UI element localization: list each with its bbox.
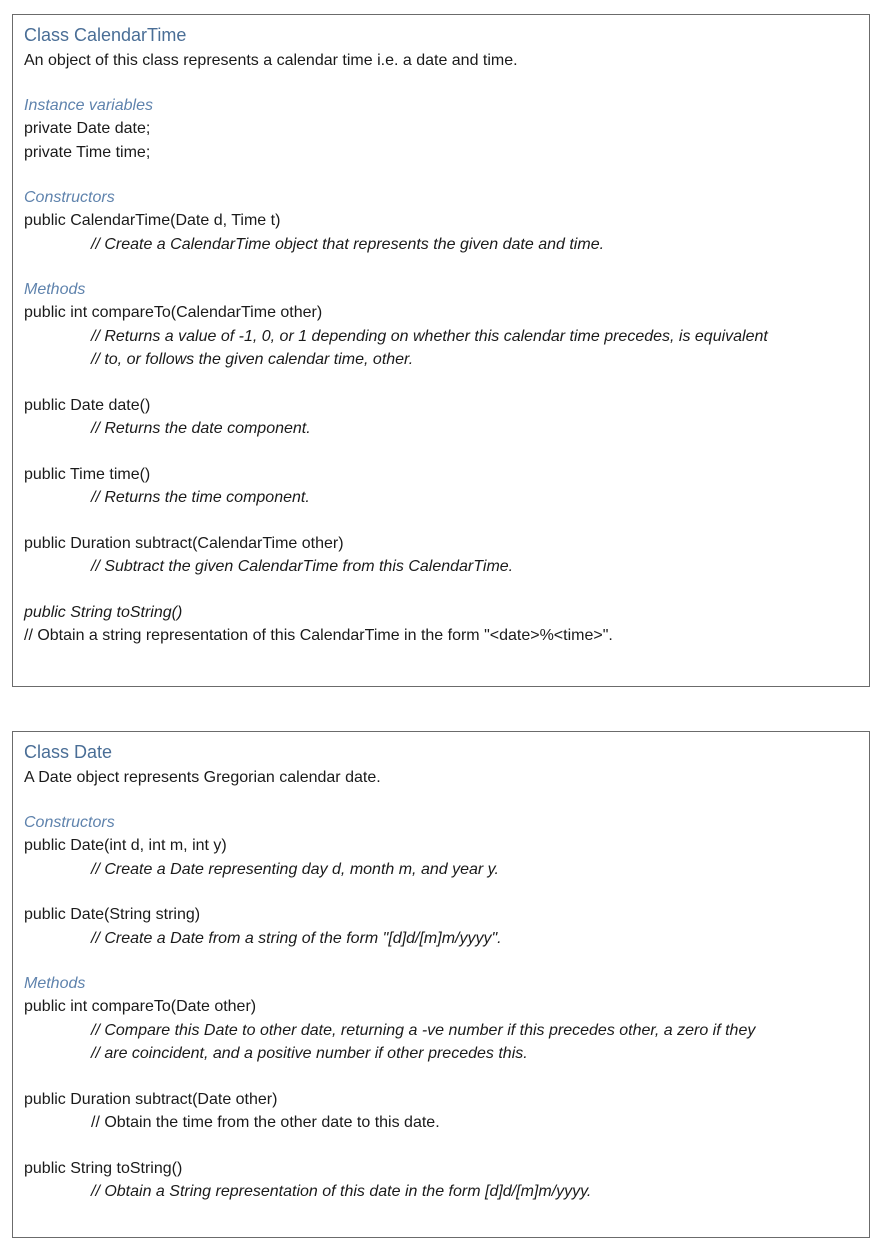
calendartime-constructor-comment: // Create a CalendarTime object that represents the given date and time. (91, 235, 605, 253)
date-method-signature-subtract: public Duration subtract(Date other) (24, 1090, 278, 1108)
instance-variable-time: private Time time; (24, 143, 151, 161)
date-method-comment-tostring: // Obtain a String representation of this date in the form [d]d/[m]m/yyyy. (91, 1183, 592, 1200)
date-constructor-signature-ints: public Date(int d, int m, int y) (24, 837, 227, 854)
date-description: A Date object represents Gregorian calendar date. (24, 769, 381, 786)
calendartime-class-box (12, 14, 870, 687)
date-method-comment-subtract: // Obtain the time from the other date to this date. (91, 1114, 440, 1131)
date-method-signature-tostring: public String toString() (24, 1159, 183, 1177)
date-method-comment-compareto-2: // are coincident, and a positive number if other precedes this. (91, 1045, 528, 1062)
date-class-box (12, 731, 870, 1238)
method-comment-compareto-2: // to, or follows the given calendar time, other. (91, 351, 414, 368)
calendartime-constructor-signature: public CalendarTime(Date d, Time t) (24, 212, 281, 229)
method-signature-date: public Date date() (24, 396, 151, 414)
calendartime-constructors-heading: Constructors (24, 189, 115, 206)
date-constructors-heading: Constructors (24, 814, 115, 831)
method-comment-subtract: // Subtract the given CalendarTime from this CalendarTime. (91, 558, 514, 575)
date-constructor-comment-ints: // Create a Date representing day d, month m, and year y. (91, 860, 499, 878)
calendartime-methods-heading: Methods (24, 281, 86, 298)
date-method-comment-compareto-1: // Compare this Date to other date, returning a -ve number if this precedes other, a zero if they (91, 1021, 756, 1039)
method-signature-tostring: public String toString() (24, 603, 183, 621)
method-comment-time: // Returns the time component. (91, 489, 310, 506)
method-signature-subtract: public Duration subtract(CalendarTime other) (24, 534, 344, 552)
method-signature-time: public Time time() (24, 465, 151, 483)
calendartime-class-title: Class CalendarTime (24, 25, 187, 45)
date-constructor-signature-string: public Date(String string) (24, 906, 201, 923)
date-constructor-comment-string: // Create a Date from a string of the form "[d]d/[m]m/yyyy". (91, 929, 502, 947)
calendartime-instance-variables-heading: Instance variables (24, 97, 153, 114)
method-comment-tostring: // Obtain a string representation of this CalendarTime in the form "<date>%<time>". (24, 627, 613, 644)
date-methods-heading: Methods (24, 975, 86, 992)
method-signature-compareto: public int compareTo(CalendarTime other) (24, 304, 323, 321)
date-class-title: Class Date (24, 742, 113, 762)
instance-variable-date: private Date date; (24, 120, 151, 137)
method-comment-compareto-1: // Returns a value of -1, 0, or 1 depending on whether this calendar time precedes, is equivalent (91, 327, 768, 345)
method-comment-date: // Returns the date component. (91, 420, 311, 437)
calendartime-description: An object of this class represents a calendar time i.e. a date and time. (24, 52, 518, 69)
date-method-signature-compareto: public int compareTo(Date other) (24, 998, 257, 1015)
